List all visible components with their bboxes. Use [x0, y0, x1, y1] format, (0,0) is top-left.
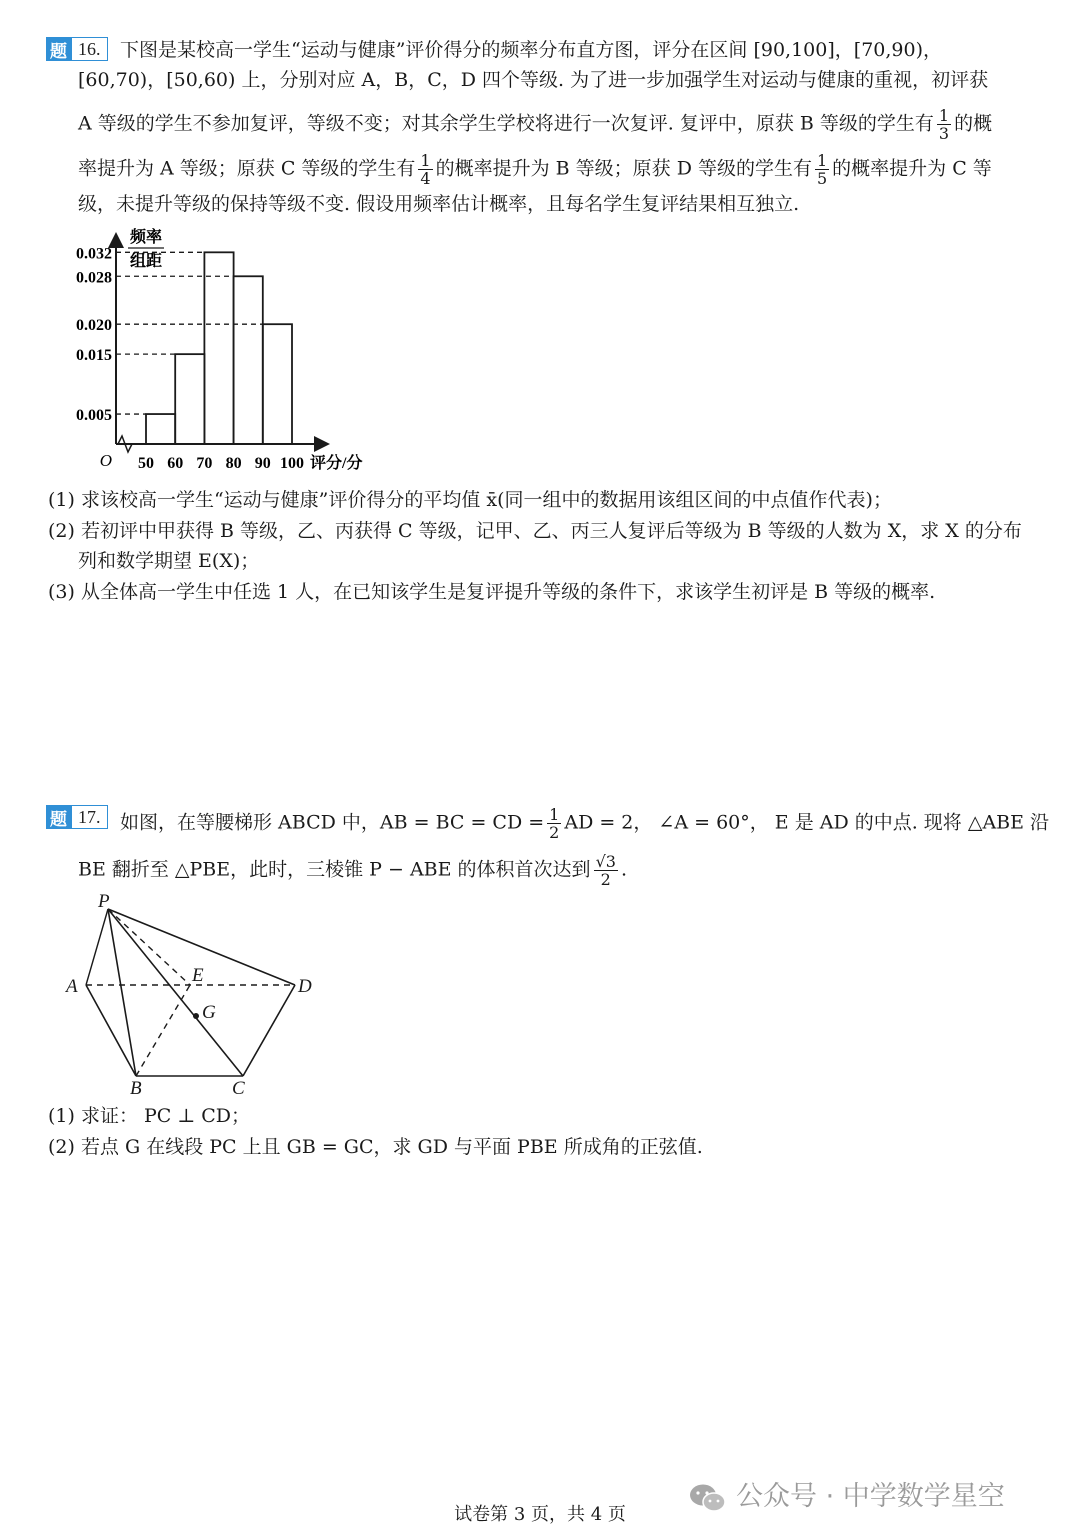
q17-part-1: (1) 求证： PC ⊥ CD；: [48, 1105, 251, 1127]
fraction-one-third: $\frac{1}{3}$: [938, 106, 950, 143]
label-G: G: [202, 1002, 216, 1023]
q16-part-1: (1) 求该校高一学生“运动与健康”评价得分的平均值 x̄(同一组中的数据用该组区间的中点值作代表)；: [48, 489, 892, 511]
y-tick-label: 0.005: [76, 407, 112, 425]
question-number: 17.: [71, 805, 108, 829]
y-tick-label: 0.020: [76, 317, 112, 335]
pyramid-figure: [60, 893, 330, 1103]
x-tick-label: 60: [167, 455, 184, 472]
question-number: 16.: [71, 37, 108, 61]
y-axis-label-denominator: 组距: [129, 253, 163, 270]
label-A: A: [66, 976, 78, 997]
fraction-one-quarter: $\frac{1}{4}$: [420, 151, 431, 188]
question-16-badge: [46, 37, 108, 61]
q16-stem-line-1: 下图是某校高一学生“运动与健康”评价得分的频率分布直方图，评分在区间 [90,100]，[70,90)，: [120, 39, 942, 61]
q16-stem-line-4: [78, 152, 992, 187]
edge-CD: [243, 985, 295, 1076]
origin-label: O: [99, 451, 112, 470]
fraction-one-half: $\frac{1}{2}$: [549, 805, 560, 842]
q17-stem-line-2-end: .: [620, 858, 627, 881]
q17-stem-line-1-b: AB = BC = CD =: [379, 811, 545, 834]
q16-stem-line-2: [60,70)，[50,60) 上，分别对应 A，B，C，D 四个等级. 为了进一步加强学生对运动与健康的重视，初评获: [78, 69, 989, 91]
q16-stem-line-5: 级，未提升等级的保持等级不变. 假设用频率估计概率，且每名学生复评结果相互独立.: [78, 193, 800, 215]
watermark-text: 公众号 · 中学数学星空: [736, 1481, 1005, 1512]
question-badge-label: 题: [46, 37, 71, 61]
question-badge-label: 题: [46, 805, 71, 829]
y-tick-label: 0.032: [76, 245, 112, 263]
q17-part-2: (2) 若点 G 在线段 PC 上且 GB = GC，求 GD 与平面 PBE 所成角的正弦值.: [48, 1136, 703, 1158]
q17-stem-line-1-a: 如图，在等腰梯形 ABCD 中，: [120, 811, 380, 834]
edge-BE-dashed: [136, 985, 190, 1076]
label-E: E: [192, 965, 204, 986]
edge-PC: [108, 909, 243, 1076]
edge-PA-dashed: [86, 909, 108, 985]
fraction-sqrt3-over-2: $\frac{√3}{2}$: [595, 852, 616, 889]
x-tick-label: 50: [138, 455, 154, 472]
y-tick-label: 0.028: [76, 269, 112, 287]
q16-part-2: (2) 若初评中甲获得 B 等级，乙、丙获得 C 等级，记甲、乙、丙三人复评后等级为 B 等级的人数为 X，求 X 的分布: [48, 520, 1022, 542]
q16-stem-line-3-text: A 等级的学生不参加复评，等级不变；对其余学生学校将进行一次复评. 复评中，原获 B 等级的学生有: [78, 112, 934, 135]
edge-PE-dashed: [108, 909, 190, 985]
y-tick-label: 0.015: [76, 347, 112, 365]
histogram-bar: [146, 414, 175, 444]
label-B: B: [130, 1078, 142, 1099]
question-17-badge: [46, 805, 108, 829]
q17-stem-line-2: [78, 853, 627, 888]
fraction-one-fifth: $\frac{1}{5}$: [816, 151, 828, 188]
point-G: [193, 1013, 199, 1019]
y-axis-label-numerator: 频率: [129, 229, 163, 246]
x-axis-label: 评分/分: [310, 455, 363, 472]
histogram-bar: [175, 354, 204, 444]
q16-stem-line-4-c: 的概率提升为 C 等: [832, 157, 992, 180]
q17-stem-line-1: [120, 806, 1049, 841]
q16-stem-line-4-b: 的概率提升为 B 等级；原获 D 等级的学生有: [435, 157, 812, 180]
q16-stem-line-3: [78, 107, 992, 142]
q16-stem-line-3-tail: 的概: [954, 112, 993, 135]
x-tick-label: 90: [254, 455, 271, 472]
q16-part-3: (3) 从全体高一学生中任选 1 人，在已知该学生是复评提升等级的条件下，求该学生初评是 B 等级的概率.: [48, 581, 936, 603]
x-tick-label: 70: [196, 455, 213, 472]
x-tick-label: 80: [225, 455, 242, 472]
label-P: P: [98, 893, 110, 912]
frequency-histogram: [60, 222, 380, 477]
histogram-bar: [234, 276, 263, 444]
q16-part-2-cont: 列和数学期望 E(X)；: [78, 550, 260, 572]
x-tick-label: 100: [280, 455, 304, 472]
q17-stem-line-1-c: AD = 2， ∠A = 60°， E 是 AD 的中点. 现将 △ABE 沿: [564, 811, 1050, 834]
histogram-bar: [204, 252, 233, 444]
histogram-bar: [263, 324, 292, 444]
label-D: D: [298, 976, 312, 997]
q17-stem-line-2-a: BE 翻折至 △PBE，此时，三棱锥 P − ABE 的体积首次达到: [78, 858, 591, 881]
label-C: C: [232, 1078, 245, 1099]
page-footer: 试卷第 3 页，共 4 页: [454, 1504, 626, 1525]
q16-stem-line-4-a: 率提升为 A 等级；原获 C 等级的学生有: [78, 157, 416, 180]
